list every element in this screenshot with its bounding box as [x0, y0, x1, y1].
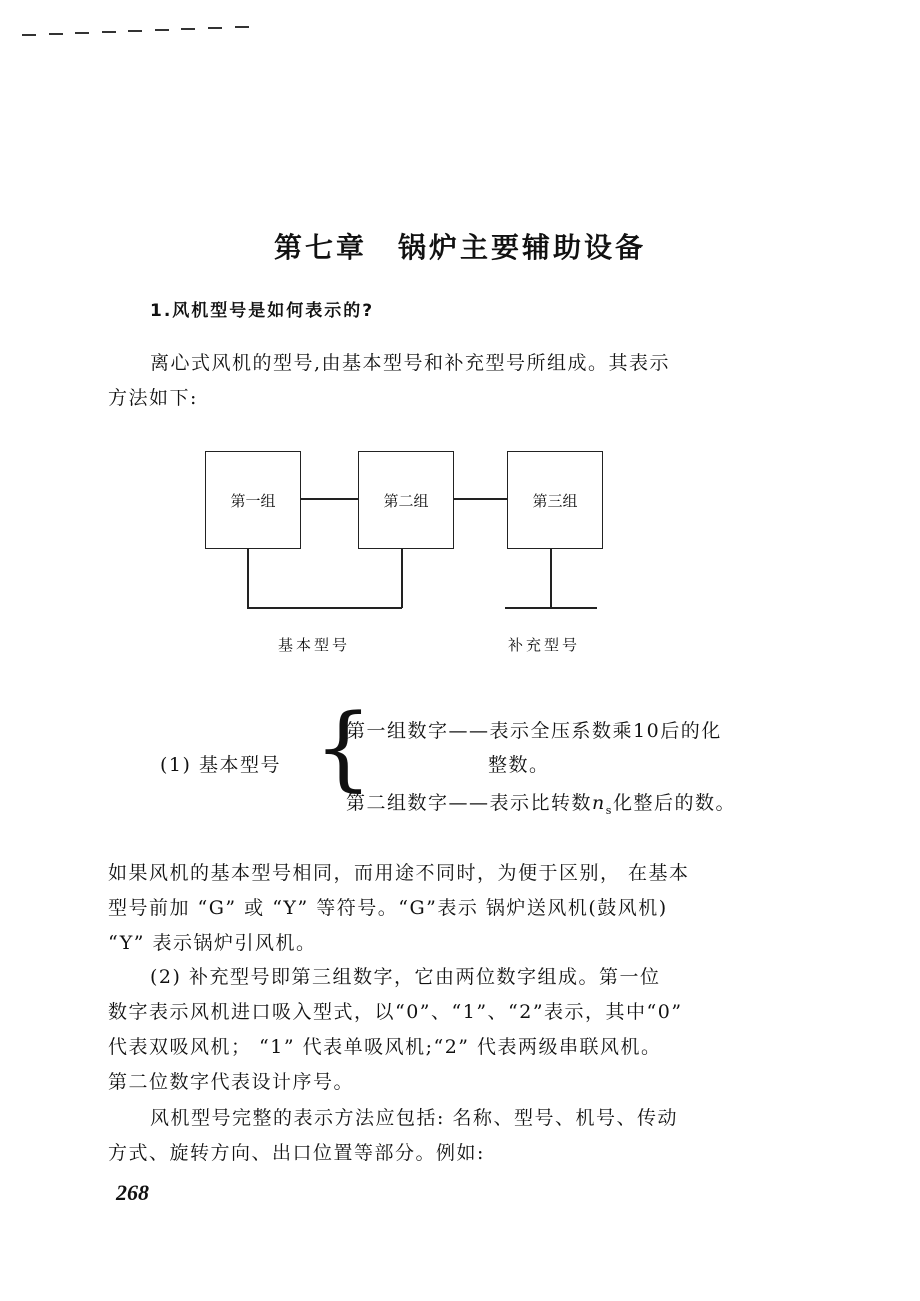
- prefix-line-3: “Y” 表示锅炉引风机。: [108, 932, 317, 954]
- intro-line-1: 离心式风机的型号,由基本型号和补充型号所组成。其表示: [150, 352, 671, 374]
- supplement-line-1: (2) 补充型号即第三组数字，它由两位数字组成。第一位: [150, 966, 661, 988]
- question-heading: 1.风机型号是如何表示的?: [150, 301, 375, 321]
- bracket-line: [247, 548, 249, 608]
- scan-dash: [75, 32, 89, 34]
- item1-name: 第一组数字: [346, 720, 449, 742]
- supplement-line-3: 代表双吸风机； “1” 代表单吸风机;“2” 代表两级串联风机。: [108, 1036, 662, 1058]
- full-line-1: 风机型号完整的表示方法应包括: 名称、型号、机号、传动: [150, 1107, 678, 1129]
- connector-line: [300, 498, 358, 500]
- scan-dash: [128, 30, 142, 32]
- scan-dash: [102, 31, 116, 33]
- item2-desc-end: 化整后的数。: [612, 792, 736, 814]
- group-box-2: 第二组: [358, 451, 454, 549]
- curly-brace: {: [314, 694, 373, 801]
- bracket-line: [550, 548, 552, 608]
- chapter-title: 第七章 锅炉主要辅助设备: [273, 231, 646, 264]
- bracket-line: [247, 607, 402, 609]
- item2-desc: ——表示比转数: [448, 792, 593, 814]
- supplement-line-4: 第二位数字代表设计序号。: [108, 1071, 355, 1093]
- item1-desc: ——表示全压系数乘10后的化: [448, 720, 722, 742]
- symbol-sub-s: s: [605, 803, 613, 817]
- scan-dash: [49, 33, 63, 35]
- scan-dash: [208, 27, 222, 29]
- scan-dash: [22, 34, 36, 36]
- basic-model-label: (1) 基本型号: [160, 754, 281, 776]
- label-supplement-model: 补充型号: [508, 636, 581, 654]
- item1-desc-cont: 整数。: [488, 754, 550, 776]
- prefix-line-2: 型号前加 “G” 或 “Y” 等符号。“G”表示 锅炉送风机(鼓风机): [108, 897, 668, 919]
- symbol-n: n: [592, 792, 606, 814]
- intro-line-2: 方法如下:: [108, 387, 198, 409]
- item2-name: 第二组数字: [346, 792, 449, 814]
- scan-dash: [155, 29, 169, 31]
- bracket-line: [401, 548, 403, 608]
- scan-dash: [181, 28, 195, 30]
- full-line-2: 方式、旋转方向、出口位置等部分。例如:: [108, 1142, 485, 1164]
- group-box-3: 第三组: [507, 451, 603, 549]
- scan-dash: [235, 26, 249, 28]
- connector-line: [454, 498, 507, 500]
- page-number: 268: [116, 1180, 149, 1205]
- prefix-line-1: 如果风机的基本型号相同，而用途不同时，为便于区别， 在基本: [108, 862, 690, 884]
- group-box-1: 第一组: [205, 451, 301, 549]
- bracket-line: [505, 607, 597, 609]
- supplement-line-2: 数字表示风机进口吸入型式，以“0”、“1”、“2”表示，其中“0”: [108, 1001, 683, 1023]
- label-basic-model: 基本型号: [278, 636, 351, 654]
